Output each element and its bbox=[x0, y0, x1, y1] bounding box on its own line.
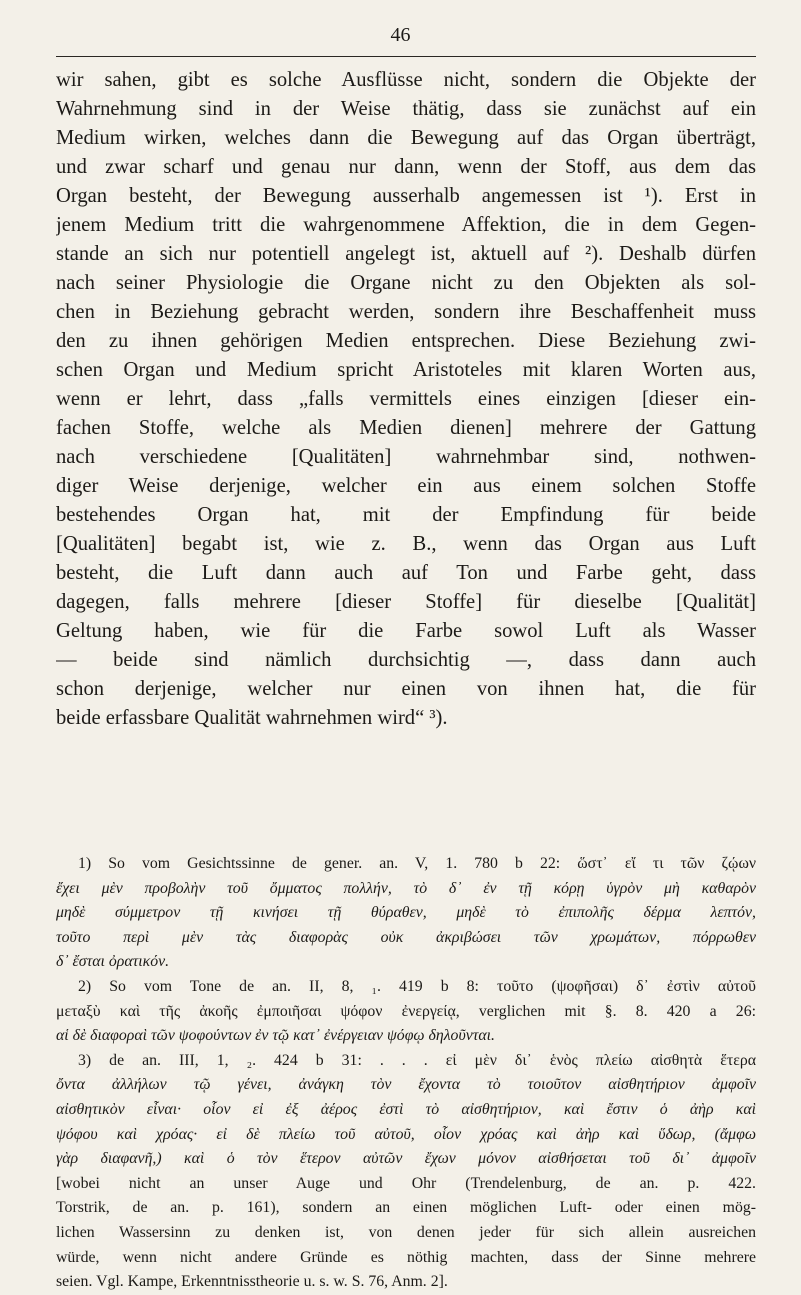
body-line: diger Weise derjenige, welcher ein aus einem solchen Stoffe bbox=[56, 475, 756, 497]
footnote-line: μηδὲ σύμμετρον τῇ κινήσει τῇ θύραθεν, μηδὲ τὸ ἐπιπολῆς δέρμα λεπτόν, bbox=[56, 904, 756, 922]
body-line: stande an sich nur potentiell angelegt ist, aktuell auf ²). Deshalb dürfen bbox=[56, 243, 756, 265]
body-line: wenn er lehrt, dass „falls vermittels eines einzigen [dieser ein- bbox=[56, 388, 756, 410]
footnote-line: ὄντα ἀλλήλων τῷ γένει, ἀνάγκη τὸν ἔχοντα τὸ τοιοῦτον αἰσθητήριον ἀμφοῖν bbox=[56, 1076, 756, 1094]
body-line: fachen Stoffe, welche als Medien dienen] mehrere der Gattung bbox=[56, 417, 756, 439]
body-line: chen in Beziehung gebracht werden, sondern ihre Beschaffenheit muss bbox=[56, 301, 756, 323]
body-line: [Qualitäten] begabt ist, wie z. B., wenn das Organ aus Luft bbox=[56, 533, 756, 555]
footnote-line: Torstrik, de an. p. 161), sondern an einen möglichen Luft- oder einen mög- bbox=[56, 1199, 756, 1217]
footnote-line: αἱ δὲ διαφοραὶ τῶν ψοφούντων ἐν τῷ κατ᾽ ἐνέργειαν ψόφῳ δηλοῦνται. bbox=[56, 1027, 495, 1045]
page-number: 46 bbox=[390, 24, 411, 46]
body-line: und zwar scharf und genau nur dann, wenn der Stoff, aus dem das bbox=[56, 156, 756, 178]
footnote-line: ἔχει μὲν προβολὴν τοῦ ὄμματος πολλήν, τὸ δ᾽ ἐν τῇ κόρῃ ὑγρὸν μὴ καθαρὸν bbox=[56, 879, 756, 897]
body-line: — beide sind nämlich durchsichtig —, dass dann auch bbox=[56, 649, 756, 671]
body-line: dagegen, falls mehrere [dieser Stoffe] für dieselbe [Qualität] bbox=[56, 591, 756, 613]
footnote-line: αἰσθητικὸν εἶναι· οἷον εἰ ἐξ ἀέρος ἐστὶ τὸ αἰσθητήριον, καὶ ἔστιν ὁ ἀὴρ καὶ bbox=[56, 1100, 756, 1118]
footnote-line: 3) de an. III, 1, ₂. 424 b 31: . . . εἰ μὲν δι᾽ ἑνὸς πλείω αἰσθητὰ ἕτερα bbox=[78, 1051, 756, 1069]
footnotes bbox=[56, 852, 756, 1295]
footnote-line: lichen Wassersinn zu denken ist, von denen jeder für sich allein ausreichen bbox=[56, 1223, 756, 1241]
footnote-line: [wobei nicht an unser Auge und Ohr (Trendelenburg, de an. p. 422. bbox=[56, 1174, 756, 1192]
body-line: Medium wirken, welches dann die Bewegung auf das Organ überträgt, bbox=[56, 127, 756, 149]
body-line: jenem Medium tritt die wahrgenommene Affektion, die in dem Gegen- bbox=[56, 214, 756, 236]
main-text bbox=[56, 66, 756, 733]
footnote-line: ψόφου καὶ χρόας· εἰ δὲ πλείω τοῦ αὐτοῦ, οἷον χρόας καὶ ἀὴρ καὶ ὕδωρ, (ἄμφω bbox=[56, 1125, 756, 1143]
footnote-line: μεταξὺ καὶ τῆς ἀκοῆς ἐμποιῆσαι ψόφον ἐνεργείᾳ, verglichen mit §. 8. 420 a 26: bbox=[56, 1002, 756, 1020]
footnote-line: 1) So vom Gesichtssinne de gener. an. V, 1. 780 b 22: ὥστ᾽ εἴ τι τῶν ζῴων bbox=[78, 855, 756, 872]
footnote-line: würde, wenn nicht andere Gründe es nöthig machten, dass der Sinne mehrere bbox=[56, 1248, 756, 1266]
body-line: wir sahen, gibt es solche Ausflüsse nicht, sondern die Objekte der bbox=[56, 69, 756, 91]
body-line: nach verschiedene [Qualitäten] wahrnehmbar sind, nothwen- bbox=[56, 446, 756, 468]
body-line: Geltung haben, wie für die Farbe sowol Luft als Wasser bbox=[56, 620, 756, 642]
footnote-line: 2) So vom Tone de an. II, 8, ₁. 419 b 8: τοῦτο (ψοφῆσαι) δ᾽ ἐστὶν αὐτοῦ bbox=[78, 977, 756, 995]
body-line: besteht, die Luft dann auch auf Ton und Farbe geht, dass bbox=[56, 562, 756, 584]
body-line: beide erfassbare Qualität wahrnehmen wird“ ³). bbox=[56, 707, 448, 729]
footnote-line: δ᾽ ἔσται ὀρατικόν. bbox=[56, 953, 170, 971]
body-line: Wahrnehmung sind in der Weise thätig, dass sie zunächst auf ein bbox=[56, 98, 756, 120]
body-line: Organ besteht, der Bewegung ausserhalb angemessen ist ¹). Erst in bbox=[56, 185, 756, 207]
footnote-line: seien. Vgl. Kampe, Erkenntnisstheorie u. s. w. S. 76, Anm. 2]. bbox=[56, 1273, 448, 1291]
footnote-line: γὰρ διαφανῆ,) καὶ ὁ τὸν ἕτερον αὐτῶν ἔχων μόνον αἰσθήσεται τοῦ δι᾽ ἀμφοῖν bbox=[56, 1150, 756, 1168]
footnote-line: τοῦτο περὶ μὲν τὰς διαφορὰς οὐκ ἀκριβώσει τῶν χρωμάτων, πόρρωθεν bbox=[56, 928, 756, 946]
body-line: den zu ihnen gehörigen Medien entsprechen. Diese Beziehung zwi- bbox=[56, 330, 756, 352]
body-line: schen Organ und Medium spricht Aristoteles mit klaren Worten aus, bbox=[56, 359, 756, 381]
body-line: schon derjenige, welcher nur einen von ihnen hat, die für bbox=[56, 678, 756, 700]
header-rule bbox=[56, 56, 756, 57]
body-line: nach seiner Physiologie die Organe nicht zu den Objekten als sol- bbox=[56, 272, 756, 294]
body-line: bestehendes Organ hat, mit der Empfindung für beide bbox=[56, 504, 756, 526]
